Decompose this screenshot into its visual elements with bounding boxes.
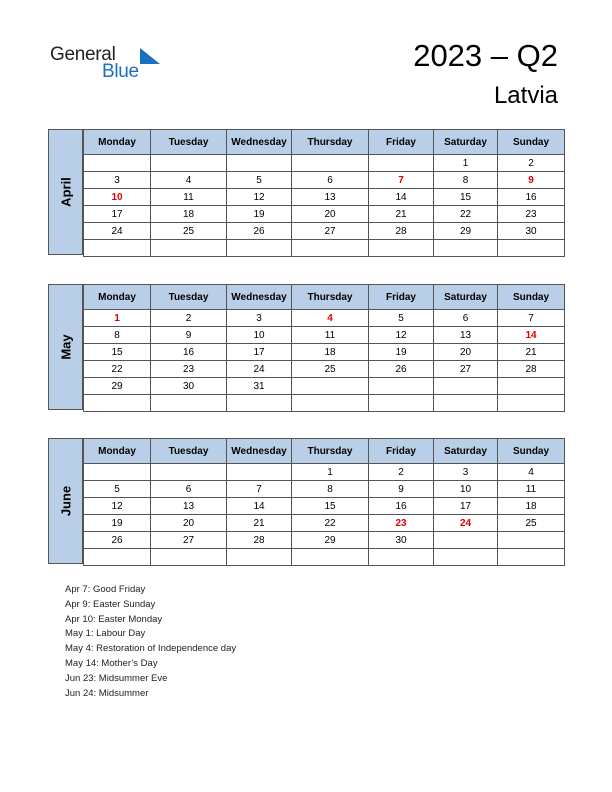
day-cell: 24 [434, 515, 498, 532]
day-cell: 13 [292, 189, 369, 206]
day-cell [227, 155, 292, 172]
day-cell: 17 [84, 206, 151, 223]
day-cell: 5 [84, 481, 151, 498]
day-cell: 6 [151, 481, 227, 498]
day-cell: 20 [292, 206, 369, 223]
calendar-grid [83, 284, 565, 412]
month-label [48, 284, 83, 410]
day-cell [369, 549, 434, 566]
brand-word-general: General [50, 44, 116, 65]
week-row [84, 378, 565, 395]
calendar-grid [83, 438, 565, 566]
day-cell: 27 [292, 223, 369, 240]
weekday-header: Saturday [434, 130, 498, 155]
day-cell: 3 [84, 172, 151, 189]
brand-word-blue: Blue [102, 61, 139, 82]
week-row [84, 515, 565, 532]
weekday-header: Sunday [498, 130, 565, 155]
weekday-header: Tuesday [151, 285, 227, 310]
week-row [84, 206, 565, 223]
day-cell [84, 240, 151, 257]
weekday-header: Monday [84, 439, 151, 464]
day-cell: 13 [434, 327, 498, 344]
day-cell: 19 [227, 206, 292, 223]
weekday-header: Monday [84, 285, 151, 310]
day-cell: 10 [434, 481, 498, 498]
day-cell: 8 [84, 327, 151, 344]
month-label [48, 129, 83, 255]
weekday-header: Friday [369, 285, 434, 310]
day-cell: 20 [434, 344, 498, 361]
day-cell: 14 [498, 327, 565, 344]
day-cell: 16 [151, 344, 227, 361]
day-cell [369, 378, 434, 395]
day-cell: 25 [498, 515, 565, 532]
day-cell: 15 [434, 189, 498, 206]
day-cell: 22 [292, 515, 369, 532]
week-row [84, 498, 565, 515]
day-cell: 12 [369, 327, 434, 344]
day-cell: 9 [369, 481, 434, 498]
day-cell: 4 [151, 172, 227, 189]
day-cell: 8 [434, 172, 498, 189]
holiday-entry: May 1: Labour Day [65, 628, 146, 640]
day-cell [292, 549, 369, 566]
day-cell: 1 [434, 155, 498, 172]
day-cell [434, 240, 498, 257]
day-cell: 30 [498, 223, 565, 240]
day-cell [227, 464, 292, 481]
day-cell [292, 395, 369, 412]
weekday-header: Tuesday [151, 439, 227, 464]
day-cell: 19 [369, 344, 434, 361]
day-cell: 28 [369, 223, 434, 240]
day-cell: 11 [498, 481, 565, 498]
day-cell: 7 [227, 481, 292, 498]
day-cell: 18 [292, 344, 369, 361]
weekday-header: Thursday [292, 285, 369, 310]
day-cell: 7 [369, 172, 434, 189]
day-cell: 6 [292, 172, 369, 189]
day-cell [498, 549, 565, 566]
week-row [84, 327, 565, 344]
day-cell: 29 [292, 532, 369, 549]
day-cell: 10 [84, 189, 151, 206]
weekday-header: Wednesday [227, 285, 292, 310]
day-cell: 14 [227, 498, 292, 515]
day-cell: 26 [369, 361, 434, 378]
weekday-header: Friday [369, 439, 434, 464]
day-cell [434, 549, 498, 566]
day-cell: 27 [151, 532, 227, 549]
weekday-header: Friday [369, 130, 434, 155]
day-cell [151, 549, 227, 566]
day-cell [227, 549, 292, 566]
day-cell: 2 [498, 155, 565, 172]
month-calendar-april [48, 129, 564, 255]
day-cell [369, 240, 434, 257]
month-name: June [58, 485, 73, 517]
month-name: May [58, 334, 73, 360]
day-cell: 19 [84, 515, 151, 532]
day-cell: 27 [434, 361, 498, 378]
weekday-header: Wednesday [227, 130, 292, 155]
week-row [84, 172, 565, 189]
day-cell [498, 532, 565, 549]
day-cell: 28 [227, 532, 292, 549]
day-cell: 31 [227, 378, 292, 395]
day-cell [151, 395, 227, 412]
week-row [84, 532, 565, 549]
day-cell: 10 [227, 327, 292, 344]
week-row [84, 395, 565, 412]
week-row [84, 189, 565, 206]
day-cell [151, 155, 227, 172]
day-cell: 1 [84, 310, 151, 327]
holiday-entry: Apr 10: Easter Monday [65, 613, 163, 625]
day-cell: 18 [498, 498, 565, 515]
day-cell: 23 [498, 206, 565, 223]
day-cell: 25 [292, 361, 369, 378]
day-cell [84, 395, 151, 412]
day-cell [498, 240, 565, 257]
day-cell: 18 [151, 206, 227, 223]
day-cell: 25 [151, 223, 227, 240]
day-cell: 16 [369, 498, 434, 515]
day-cell [84, 464, 151, 481]
holiday-entry: Apr 9: Easter Sunday [65, 598, 156, 610]
day-cell [369, 155, 434, 172]
day-cell: 28 [498, 361, 565, 378]
weekday-header: Tuesday [151, 130, 227, 155]
day-cell [227, 395, 292, 412]
day-cell: 11 [151, 189, 227, 206]
calendar-grid [83, 129, 565, 257]
day-cell: 9 [151, 327, 227, 344]
day-cell: 13 [151, 498, 227, 515]
day-cell: 22 [84, 361, 151, 378]
day-cell: 17 [434, 498, 498, 515]
weekday-header: Saturday [434, 439, 498, 464]
day-cell: 8 [292, 481, 369, 498]
weekday-header: Thursday [292, 130, 369, 155]
month-calendar-may [48, 284, 564, 410]
day-cell [292, 155, 369, 172]
day-cell: 2 [369, 464, 434, 481]
week-row [84, 344, 565, 361]
day-cell: 5 [227, 172, 292, 189]
week-row [84, 240, 565, 257]
logo-triangle-icon [140, 48, 160, 64]
day-cell: 30 [151, 378, 227, 395]
day-cell: 26 [84, 532, 151, 549]
holiday-entry: Jun 24: Midsummer [65, 687, 149, 699]
day-cell: 23 [369, 515, 434, 532]
day-cell [434, 395, 498, 412]
day-cell: 24 [84, 223, 151, 240]
day-cell: 21 [369, 206, 434, 223]
month-calendar-june [48, 438, 564, 564]
day-cell [434, 532, 498, 549]
day-cell: 16 [498, 189, 565, 206]
day-cell: 4 [498, 464, 565, 481]
day-cell: 7 [498, 310, 565, 327]
day-cell [151, 464, 227, 481]
month-name: April [58, 177, 73, 207]
weekday-header: Thursday [292, 439, 369, 464]
brand-logo [50, 44, 160, 84]
week-row [84, 361, 565, 378]
week-row [84, 155, 565, 172]
day-cell [84, 155, 151, 172]
weekday-header: Monday [84, 130, 151, 155]
day-cell: 3 [434, 464, 498, 481]
country-name: Latvia [493, 82, 558, 109]
day-cell: 3 [227, 310, 292, 327]
day-cell: 22 [434, 206, 498, 223]
day-cell [498, 378, 565, 395]
week-row [84, 481, 565, 498]
holiday-entry: May 14: Mother’s Day [65, 657, 158, 669]
weekday-header: Saturday [434, 285, 498, 310]
day-cell: 21 [498, 344, 565, 361]
day-cell: 5 [369, 310, 434, 327]
page-title: 2023 – Q2 [413, 38, 558, 73]
weekday-header: Sunday [498, 285, 565, 310]
day-cell: 29 [434, 223, 498, 240]
day-cell: 17 [227, 344, 292, 361]
day-cell: 1 [292, 464, 369, 481]
holiday-entry: May 4: Restoration of Independence day [65, 643, 237, 655]
day-cell [292, 240, 369, 257]
day-cell [498, 395, 565, 412]
day-cell [434, 378, 498, 395]
week-row [84, 464, 565, 481]
day-cell [369, 395, 434, 412]
day-cell: 21 [227, 515, 292, 532]
day-cell: 4 [292, 310, 369, 327]
day-cell: 29 [84, 378, 151, 395]
day-cell: 11 [292, 327, 369, 344]
week-row [84, 223, 565, 240]
day-cell: 12 [227, 189, 292, 206]
day-cell [84, 549, 151, 566]
day-cell: 15 [292, 498, 369, 515]
week-row [84, 310, 565, 327]
day-cell: 14 [369, 189, 434, 206]
day-cell: 20 [151, 515, 227, 532]
day-cell: 24 [227, 361, 292, 378]
day-cell [292, 378, 369, 395]
week-row [84, 549, 565, 566]
weekday-header: Wednesday [227, 439, 292, 464]
day-cell: 26 [227, 223, 292, 240]
day-cell: 6 [434, 310, 498, 327]
holiday-list [65, 583, 236, 701]
day-cell [151, 240, 227, 257]
holiday-entry: Apr 7: Good Friday [65, 584, 146, 595]
day-cell: 30 [369, 532, 434, 549]
holiday-entry: Jun 23: Midsummer Eve [65, 672, 168, 684]
weekday-header: Sunday [498, 439, 565, 464]
month-label [48, 438, 83, 564]
day-cell: 15 [84, 344, 151, 361]
day-cell: 23 [151, 361, 227, 378]
day-cell: 12 [84, 498, 151, 515]
day-cell: 2 [151, 310, 227, 327]
day-cell [227, 240, 292, 257]
day-cell: 9 [498, 172, 565, 189]
